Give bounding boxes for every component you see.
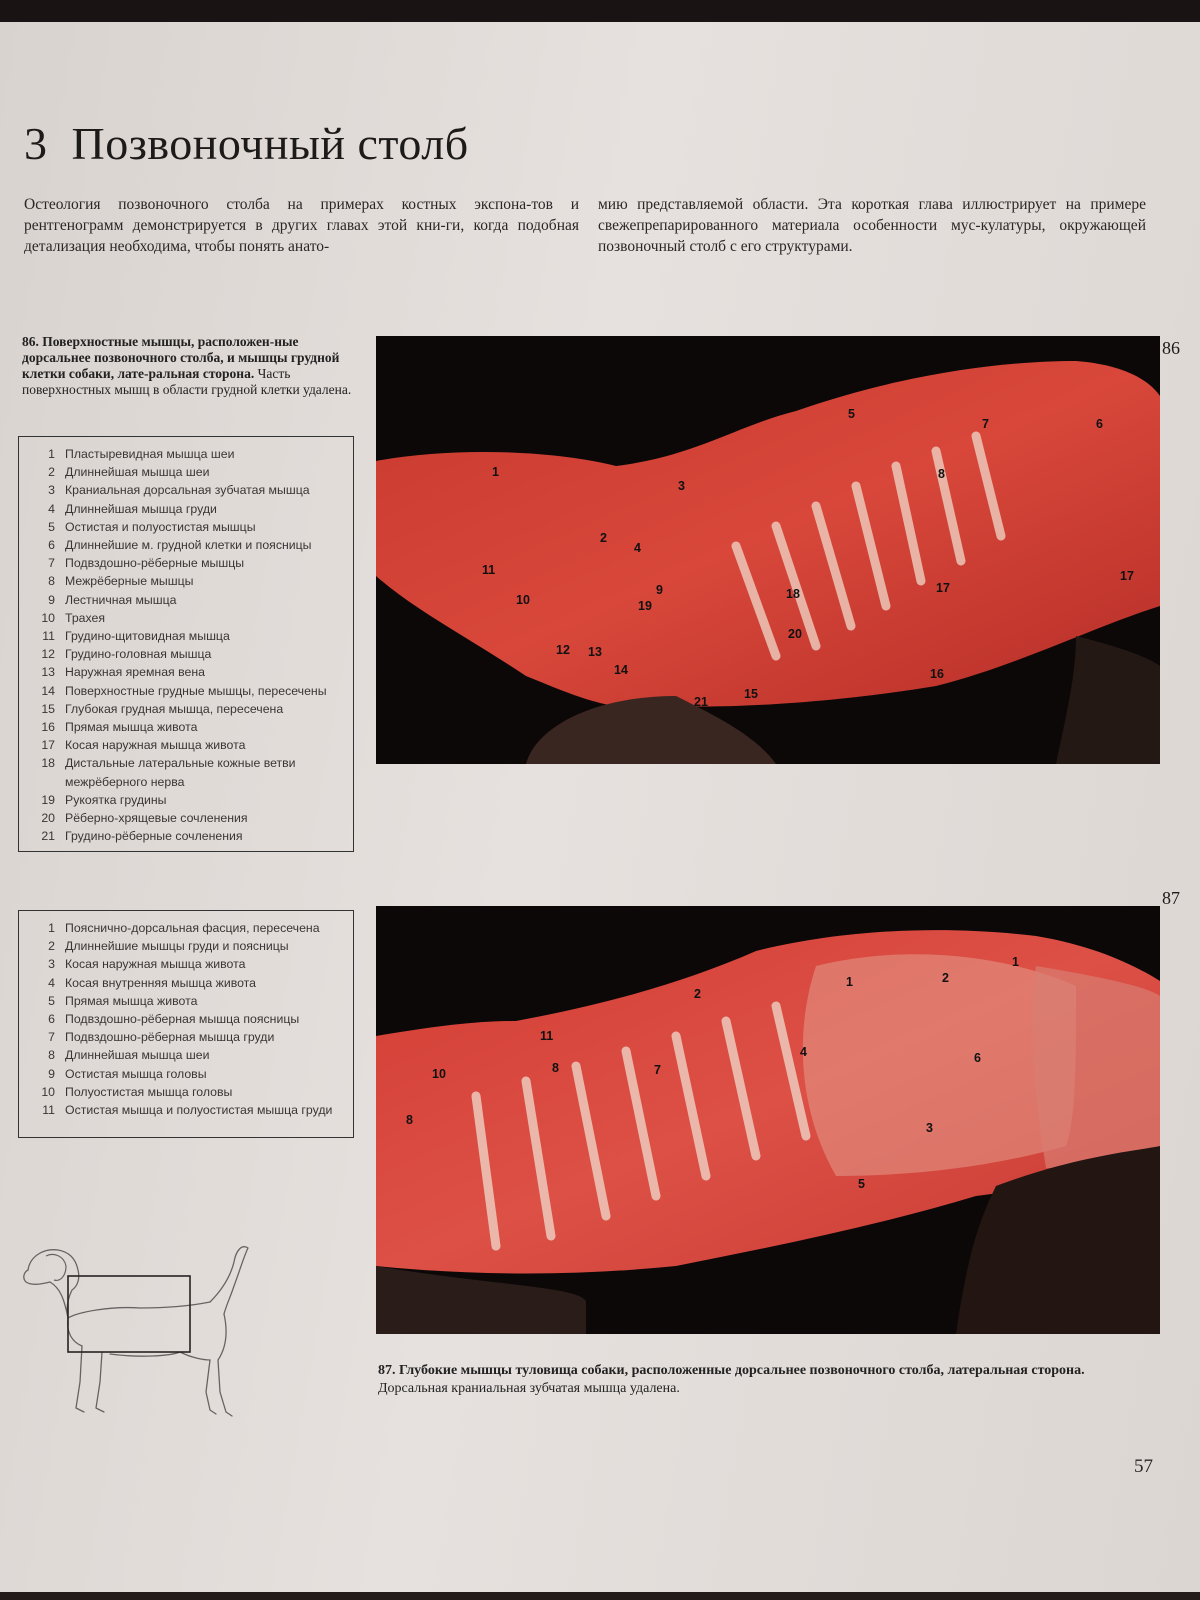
chapter-title [24,117,469,170]
figure-86-dissection-image [376,336,1160,764]
legend-item [29,937,347,955]
legend-item [29,809,347,827]
label-7: 7 [982,417,989,431]
label-7: 7 [654,1063,661,1077]
legend-item-text: Подвздошно-рёберные мышцы [65,556,245,571]
legend-item-number: 2 [48,465,55,480]
figure-87-dissection-image [376,906,1160,1334]
legend-item [29,700,347,718]
legend-item [29,518,347,536]
legend-item-text: Пластыревидная мышца шеи [65,447,235,461]
label-10: 10 [516,593,530,607]
legend-item [29,955,347,973]
legend-item-number: 5 [48,519,55,534]
figure-87-number: 87 [1162,888,1180,908]
figure-87-photo [376,906,1160,1334]
legend-item [29,1028,347,1046]
label-5: 5 [858,1177,865,1191]
legend-item-text: Поверхностные грудные мышцы, пересечены [65,683,327,698]
label-8b: 8 [406,1113,413,1127]
body-region-frame [68,1276,190,1352]
legend-item-text: Косая внутренняя мышца живота [65,975,257,990]
legend-item-text: Пояснично-дорсальная фасция, пересечена [65,921,320,935]
legend-item-text: Остистая мышца головы [65,1066,207,1081]
book-page [0,22,1200,1592]
legend-item [29,609,347,627]
legend-item [29,536,347,554]
legend-item-text: Рукоятка грудины [65,792,167,807]
legend-item [29,572,347,590]
legend-item-text: Грудино-щитовидная мышца [65,629,230,644]
legend-item-text: Длиннейшая мышца шеи [65,1048,210,1063]
legend-item-text: Длиннейшие мышцы груди и поясницы [65,939,289,954]
legend-item-text: Остистая мышца и полуостистая мышца груди [65,1103,333,1118]
legend-item-text: Лестничная мышца [65,592,177,607]
legend-item-number: 17 [41,738,55,753]
legend-item-number: 11 [42,629,55,644]
legend-item [29,1046,347,1064]
label-18: 18 [786,587,800,601]
chapter-heading: Позвоночный столб [71,118,469,169]
label-9: 9 [656,583,663,597]
legend-item-text: Грудино-рёберные сочленения [65,829,243,844]
legend-item-number: 5 [48,993,55,1008]
label-12: 12 [556,643,570,657]
legend-item-number: 3 [48,483,55,498]
label-10: 10 [432,1067,446,1081]
dog-locator-diagram [20,1242,260,1432]
legend-item-number: 8 [48,574,55,589]
label-14: 14 [614,663,628,677]
legend-item [29,445,347,463]
label-5: 5 [848,407,855,421]
legend-item-text: Прямая мышца живота [65,720,198,735]
legend-item [29,663,347,681]
legend-item-number: 12 [41,647,55,662]
label-20: 20 [788,627,802,641]
legend-item-text: Подвздошно-рёберная мышца груди [65,1030,275,1045]
page-number: 57 [1134,1456,1153,1477]
legend-item-text: Дистальные латеральные кожные ветви межрёберного нерва [65,756,296,789]
figure-86-caption-bold: 86. Поверхностные мышцы, расположен-ные дорсальнее позвоночного столба, и мышцы грудной клетки собаки, лате-ральная сторона. [22,334,340,381]
bottom-edge [0,1592,1200,1600]
legend-item [29,1065,347,1083]
legend-item-number: 20 [41,811,55,826]
label-4: 4 [634,541,641,555]
legend-item [29,500,347,518]
figure-86-legend [18,436,354,852]
legend-item-number: 7 [48,1030,55,1045]
legend-item [29,554,347,572]
legend-item-number: 10 [41,1084,55,1099]
label-3: 3 [678,479,685,493]
legend-item-text: Остистая и полуостистая мышцы [65,519,256,534]
label-8: 8 [938,467,945,481]
label-15: 15 [744,687,758,701]
legend-item [29,1101,347,1119]
legend-item-text: Наружная яремная вена [65,665,205,680]
figure-87-caption [378,1362,1138,1398]
label-16: 16 [930,667,944,681]
label-3: 3 [926,1121,933,1135]
legend-item-text: Краниальная дорсальная зубчатая мышца [65,483,310,498]
legend-item-number: 4 [48,501,55,516]
legend-item-text: Косая наружная мышца живота [65,957,246,972]
legend-item-number: 9 [48,592,55,607]
legend-item-text: Прямая мышца живота [65,993,198,1008]
legend-item-number: 15 [41,701,55,716]
chapter-number: 3 [24,118,48,169]
legend-item-number: 9 [48,1066,55,1081]
legend-item [29,591,347,609]
figure-86-number: 86 [1162,338,1180,358]
figure-86-photo [376,336,1160,764]
legend-item [29,645,347,663]
legend-item [29,754,347,790]
legend-item-text: Грудино-головная мышца [65,647,212,662]
legend-item [29,1010,347,1028]
legend-item-text: Длиннейшая мышца груди [65,501,217,516]
legend-item-text: Длиннейшая мышца шеи [65,465,210,480]
legend-item-text: Глубокая грудная мышца, пересечена [65,701,284,716]
legend-item-number: 3 [48,957,55,972]
legend-item [29,791,347,809]
legend-item-number: 8 [48,1048,55,1063]
legend-item-number: 6 [48,538,55,553]
legend-item-number: 4 [48,975,55,990]
label-8a: 8 [552,1061,559,1075]
figure-86-caption [22,334,352,398]
label-11: 11 [540,1029,554,1043]
legend-item-text: Косая наружная мышца живота [65,738,246,753]
intro-right-column: мию представляемой области. Эта короткая глава иллюстрирует на примере свежепрепарированного материала особенности мус-кулатуры, окружающей позвоночный столб с его структурами. [598,196,1146,255]
legend-item [29,736,347,754]
legend-item [29,481,347,499]
label-2: 2 [600,531,607,545]
label-11: 11 [482,563,496,577]
legend-item-text: Трахея [65,610,106,625]
label-2a: 2 [694,987,701,1001]
label-4: 4 [800,1045,807,1059]
legend-item-number: 13 [41,665,55,680]
label-6: 6 [974,1051,981,1065]
label-2b: 2 [942,971,949,985]
legend-item [29,919,347,937]
legend-item-number: 18 [41,756,55,771]
top-edge [0,0,1200,22]
label-1b: 1 [1012,955,1019,969]
legend-item [29,1083,347,1101]
legend-item [29,627,347,645]
figure-87-caption-bold: 87. Глубокие мышцы туловища собаки, расположенные дорсальнее позвоночного столба, латеральная сторона. [378,1363,1085,1378]
label-1: 1 [492,465,499,479]
legend-item [29,992,347,1010]
legend-item-text: Рёберно-хрящевые сочленения [65,811,248,826]
legend-item-number: 2 [48,939,55,954]
legend-item [29,974,347,992]
legend-item-text: Полуостистая мышца головы [65,1084,233,1099]
legend-item-number: 10 [41,610,55,625]
legend-item-number: 11 [42,1103,55,1118]
legend-item [29,682,347,700]
label-21: 21 [694,695,708,709]
figure-87-caption-rest: Дорсальная краниальная зубчатая мышца удалена. [378,1381,680,1396]
legend-item [29,827,347,845]
figure-86-caption-rest: Часть поверхностных мышц в области грудной клетки удалена. [22,366,352,397]
legend-item-number: 14 [41,683,55,698]
intro-left-column: Остеология позвоночного столба на примерах костных экспона-тов и рентгенограмм демонстрируется в других главах этой кни-ги, когда подобная детализация необходима, чтобы понять анато- [24,196,579,255]
legend-item-number: 6 [48,1012,55,1027]
legend-item-text: Межрёберные мышцы [65,574,194,589]
legend-item [29,718,347,736]
figure-87-legend [18,910,354,1138]
label-6: 6 [1096,417,1103,431]
legend-item-number: 1 [48,921,55,935]
legend-item-number: 1 [48,447,55,461]
legend-item-number: 7 [48,556,55,571]
legend-item-number: 16 [41,720,55,735]
legend-item [29,463,347,481]
legend-item-text: Длиннейшие м. грудной клетки и поясницы [65,538,312,553]
label-17b: 17 [1120,569,1134,583]
legend-item-number: 21 [41,829,55,844]
label-1a: 1 [846,975,853,989]
label-13: 13 [588,645,602,659]
label-17a: 17 [936,581,950,595]
legend-item-number: 19 [41,792,55,807]
label-19: 19 [638,599,652,613]
legend-item-text: Подвздошно-рёберная мышца поясницы [65,1012,300,1027]
